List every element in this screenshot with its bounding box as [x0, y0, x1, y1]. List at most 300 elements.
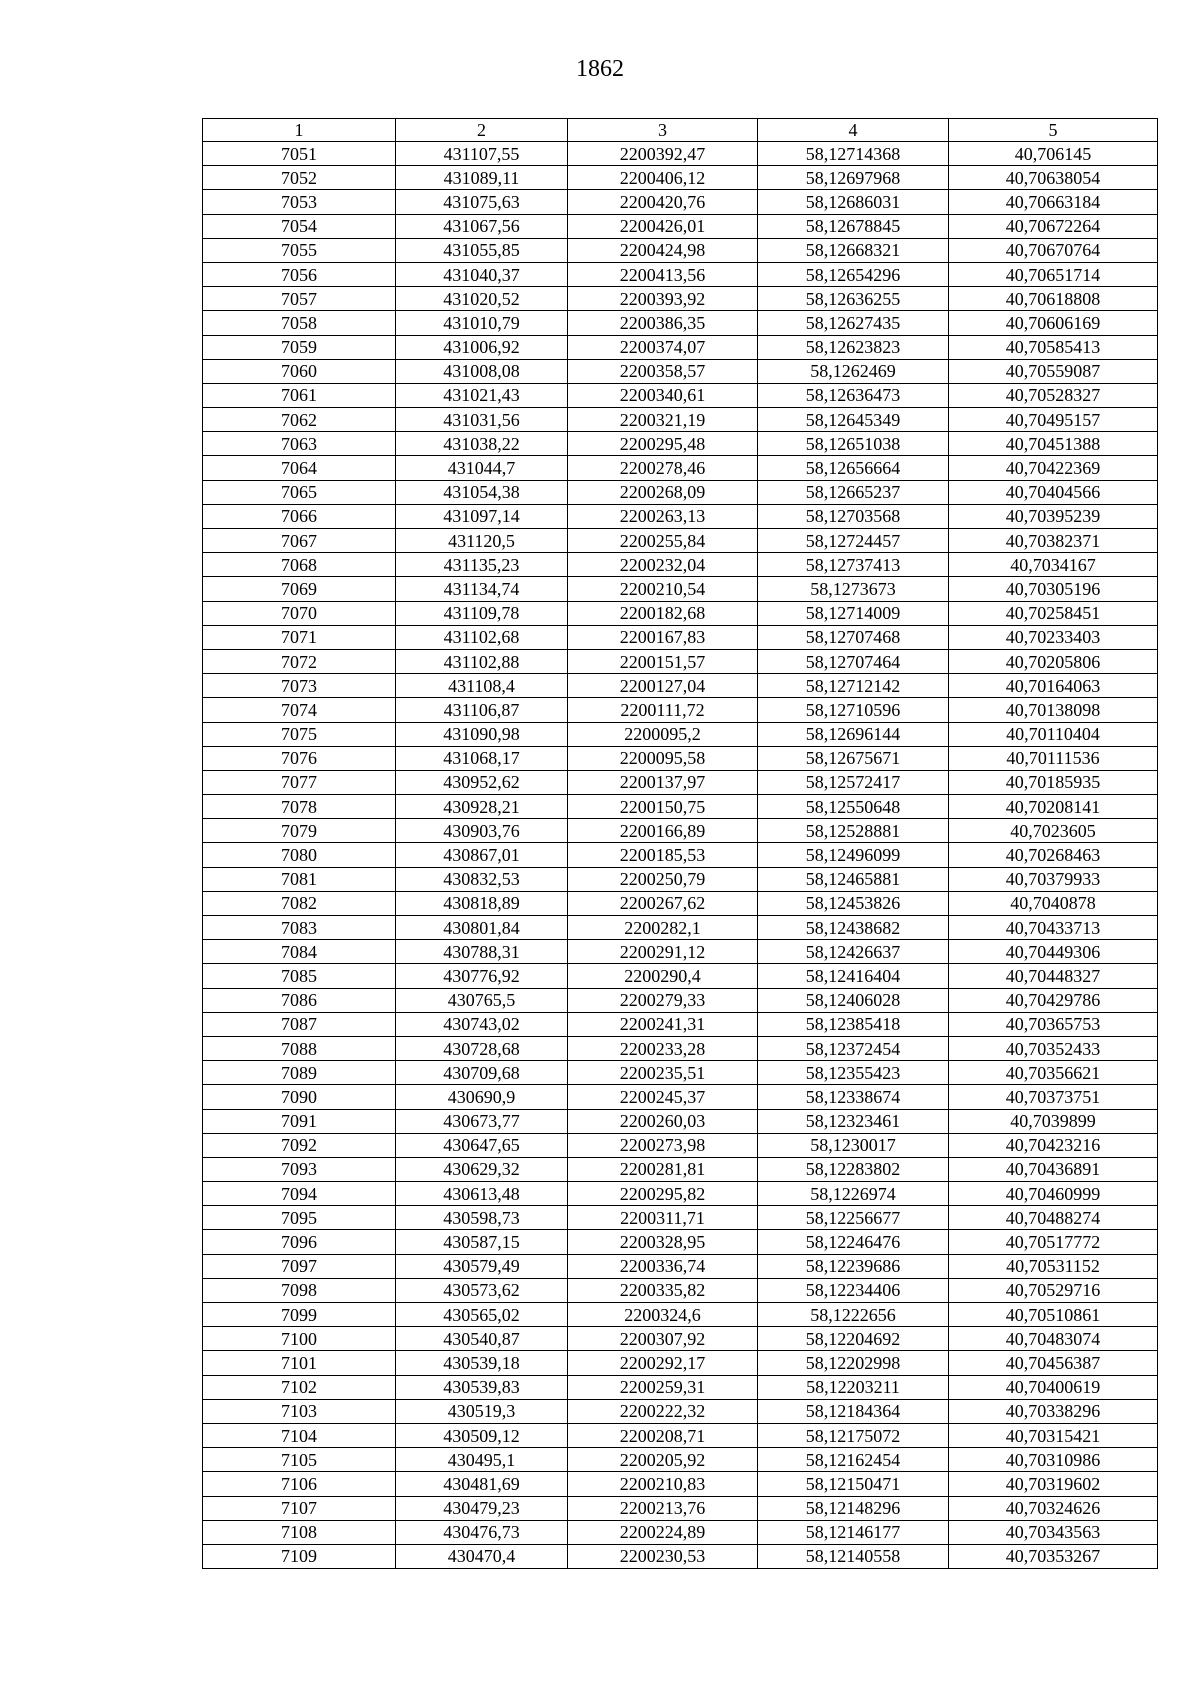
header-row [203, 119, 1158, 142]
table-cell-col-2: 431031,56 [396, 408, 568, 432]
table-cell-col-5: 40,70651714 [949, 262, 1158, 286]
table-cell-col-3: 2200230,53 [568, 1544, 758, 1568]
table-cell-col-1: 7104 [203, 1423, 396, 1447]
table-cell-col-1: 7084 [203, 940, 396, 964]
table-cell-col-2: 430481,69 [396, 1472, 568, 1496]
table-row [203, 698, 1158, 722]
table-cell-col-5: 40,7040878 [949, 891, 1158, 915]
table-cell-col-1: 7068 [203, 553, 396, 577]
table-cell-col-2: 430470,4 [396, 1544, 568, 1568]
table-cell-col-5: 40,70208141 [949, 795, 1158, 819]
table-cell-col-1: 7089 [203, 1061, 396, 1085]
table-cell-col-3: 2200424,98 [568, 238, 758, 262]
table-row [203, 1423, 1158, 1447]
table-cell-col-3: 2200255,84 [568, 529, 758, 553]
table-cell-col-1: 7086 [203, 988, 396, 1012]
table-cell-col-3: 2200340,61 [568, 383, 758, 407]
table-cell-col-5: 40,70258451 [949, 601, 1158, 625]
table-cell-col-4: 58,12710596 [758, 698, 949, 722]
table-cell-col-3: 2200224,89 [568, 1520, 758, 1544]
table-cell-col-3: 2200374,07 [568, 335, 758, 359]
table-cell-col-1: 7064 [203, 456, 396, 480]
table-cell-col-5: 40,70343563 [949, 1520, 1158, 1544]
table-row [203, 1472, 1158, 1496]
table-cell-col-3: 2200278,46 [568, 456, 758, 480]
table-cell-col-4: 58,12453826 [758, 891, 949, 915]
table-cell-col-1: 7107 [203, 1496, 396, 1520]
table-cell-col-4: 58,12256677 [758, 1206, 949, 1230]
table-row [203, 1061, 1158, 1085]
table-cell-col-1: 7096 [203, 1230, 396, 1254]
table-cell-col-5: 40,70205806 [949, 649, 1158, 673]
table-cell-col-4: 58,12656664 [758, 456, 949, 480]
table-cell-col-2: 430647,65 [396, 1133, 568, 1157]
table-row [203, 1182, 1158, 1206]
table-cell-col-3: 2200292,17 [568, 1351, 758, 1375]
table-row [203, 601, 1158, 625]
table-cell-col-2: 430495,1 [396, 1448, 568, 1472]
table-row [203, 383, 1158, 407]
table-cell-col-1: 7071 [203, 625, 396, 649]
table-cell-col-5: 40,70111536 [949, 746, 1158, 770]
table-cell-col-3: 2200232,04 [568, 553, 758, 577]
table-cell-col-3: 2200324,6 [568, 1303, 758, 1327]
table-cell-col-3: 2200295,48 [568, 432, 758, 456]
table-row [203, 142, 1158, 166]
table-row [203, 1327, 1158, 1351]
table-cell-col-5: 40,70559087 [949, 359, 1158, 383]
table-cell-col-1: 7072 [203, 649, 396, 673]
table-cell-col-3: 2200281,81 [568, 1157, 758, 1181]
table-cell-col-2: 430598,73 [396, 1206, 568, 1230]
table-cell-col-4: 58,12550648 [758, 795, 949, 819]
table-cell-col-3: 2200205,92 [568, 1448, 758, 1472]
table-cell-col-2: 430587,15 [396, 1230, 568, 1254]
table-cell-col-4: 58,12426637 [758, 940, 949, 964]
table-row [203, 1230, 1158, 1254]
table-cell-col-3: 2200426,01 [568, 214, 758, 238]
table-cell-col-3: 2200307,92 [568, 1327, 758, 1351]
table-row [203, 504, 1158, 528]
table-cell-col-1: 7063 [203, 432, 396, 456]
table-cell-col-4: 58,12572417 [758, 770, 949, 794]
table-cell-col-4: 58,12707468 [758, 625, 949, 649]
table-row [203, 529, 1158, 553]
table-row [203, 311, 1158, 335]
table-cell-col-2: 430579,49 [396, 1254, 568, 1278]
table-row [203, 819, 1158, 843]
table-cell-col-1: 7092 [203, 1133, 396, 1157]
table-cell-col-3: 2200167,83 [568, 625, 758, 649]
table-row [203, 166, 1158, 190]
table-cell-col-2: 431134,74 [396, 577, 568, 601]
table-cell-col-1: 7091 [203, 1109, 396, 1133]
table-cell-col-2: 430539,83 [396, 1375, 568, 1399]
table-row [203, 722, 1158, 746]
table-cell-col-3: 2200311,71 [568, 1206, 758, 1230]
table-cell-col-2: 431120,5 [396, 529, 568, 553]
table-cell-col-5: 40,70517772 [949, 1230, 1158, 1254]
table-cell-col-1: 7090 [203, 1085, 396, 1109]
table-cell-col-2: 430788,31 [396, 940, 568, 964]
table-cell-col-3: 2200185,53 [568, 843, 758, 867]
table-cell-col-5: 40,70324626 [949, 1496, 1158, 1520]
table-row [203, 1448, 1158, 1472]
table-cell-col-2: 431008,08 [396, 359, 568, 383]
table-cell-col-4: 58,12678845 [758, 214, 949, 238]
table-cell-col-4: 58,12372454 [758, 1036, 949, 1060]
table-cell-col-5: 40,70460999 [949, 1182, 1158, 1206]
table-cell-col-4: 58,1262469 [758, 359, 949, 383]
table-row [203, 625, 1158, 649]
table-cell-col-4: 58,12714368 [758, 142, 949, 166]
table-cell-col-5: 40,70395239 [949, 504, 1158, 528]
table-cell-col-4: 58,12204692 [758, 1327, 949, 1351]
table-cell-col-3: 2200233,28 [568, 1036, 758, 1060]
table-cell-col-5: 40,70422369 [949, 456, 1158, 480]
table-cell-col-3: 2200336,74 [568, 1254, 758, 1278]
table-cell-col-5: 40,70488274 [949, 1206, 1158, 1230]
table-cell-col-2: 431010,79 [396, 311, 568, 335]
table-row [203, 1375, 1158, 1399]
table-cell-col-3: 2200393,92 [568, 287, 758, 311]
table-cell-col-2: 431106,87 [396, 698, 568, 722]
table-cell-col-2: 431135,23 [396, 553, 568, 577]
table-cell-col-4: 58,12686031 [758, 190, 949, 214]
table-cell-col-1: 7108 [203, 1520, 396, 1544]
table-cell-col-2: 430867,01 [396, 843, 568, 867]
table-cell-col-4: 58,12696144 [758, 722, 949, 746]
table-cell-col-4: 58,12675671 [758, 746, 949, 770]
table-cell-col-3: 2200151,57 [568, 649, 758, 673]
table-cell-col-1: 7103 [203, 1399, 396, 1423]
table-cell-col-3: 2200095,58 [568, 746, 758, 770]
table-cell-col-4: 58,12148296 [758, 1496, 949, 1520]
table-cell-col-1: 7052 [203, 166, 396, 190]
table-cell-col-5: 40,70319602 [949, 1472, 1158, 1496]
table-cell-col-2: 431075,63 [396, 190, 568, 214]
table-cell-col-3: 2200295,82 [568, 1182, 758, 1206]
table-cell-col-1: 7062 [203, 408, 396, 432]
table-cell-col-5: 40,7023605 [949, 819, 1158, 843]
table-cell-col-3: 2200127,04 [568, 674, 758, 698]
table-cell-col-4: 58,12668321 [758, 238, 949, 262]
table-row [203, 1133, 1158, 1157]
table-cell-col-4: 58,1226974 [758, 1182, 949, 1206]
table-row [203, 649, 1158, 673]
table-cell-col-4: 58,12234406 [758, 1278, 949, 1302]
table-cell-col-2: 430565,02 [396, 1303, 568, 1327]
table-cell-col-5: 40,70510861 [949, 1303, 1158, 1327]
table-cell-col-2: 431090,98 [396, 722, 568, 746]
table-cell-col-5: 40,70379933 [949, 867, 1158, 891]
table-cell-col-1: 7065 [203, 480, 396, 504]
table-cell-col-5: 40,70451388 [949, 432, 1158, 456]
table-cell-col-4: 58,12697968 [758, 166, 949, 190]
table-cell-col-4: 58,1273673 [758, 577, 949, 601]
table-cell-col-1: 7066 [203, 504, 396, 528]
table-cell-col-5: 40,70529716 [949, 1278, 1158, 1302]
table-cell-col-4: 58,12323461 [758, 1109, 949, 1133]
table-cell-col-2: 430613,48 [396, 1182, 568, 1206]
table-cell-col-3: 2200150,75 [568, 795, 758, 819]
table-cell-col-3: 2200111,72 [568, 698, 758, 722]
table-cell-col-4: 58,12385418 [758, 1012, 949, 1036]
table-cell-col-5: 40,70352433 [949, 1036, 1158, 1060]
table-cell-col-2: 430776,92 [396, 964, 568, 988]
table-cell-col-3: 2200406,12 [568, 166, 758, 190]
table-cell-col-5: 40,70456387 [949, 1351, 1158, 1375]
table-row [203, 1085, 1158, 1109]
table-row [203, 214, 1158, 238]
table-cell-col-5: 40,7039899 [949, 1109, 1158, 1133]
table-cell-col-4: 58,1230017 [758, 1133, 949, 1157]
table-cell-col-1: 7109 [203, 1544, 396, 1568]
table-cell-col-1: 7078 [203, 795, 396, 819]
table-cell-col-1: 7074 [203, 698, 396, 722]
table-cell-col-4: 58,1222656 [758, 1303, 949, 1327]
table-cell-col-2: 430765,5 [396, 988, 568, 1012]
table-row [203, 359, 1158, 383]
table-cell-col-1: 7056 [203, 262, 396, 286]
table-cell-col-3: 2200210,54 [568, 577, 758, 601]
table-cell-col-4: 58,12654296 [758, 262, 949, 286]
table-cell-col-3: 2200095,2 [568, 722, 758, 746]
table-cell-col-5: 40,70448327 [949, 964, 1158, 988]
table-cell-col-1: 7102 [203, 1375, 396, 1399]
table-cell-col-4: 58,12636473 [758, 383, 949, 407]
table-cell-col-3: 2200245,37 [568, 1085, 758, 1109]
table-cell-col-2: 430509,12 [396, 1423, 568, 1447]
table-cell-col-3: 2200250,79 [568, 867, 758, 891]
table-cell-col-1: 7079 [203, 819, 396, 843]
table-cell-col-4: 58,12645349 [758, 408, 949, 432]
table-cell-col-5: 40,70356621 [949, 1061, 1158, 1085]
table-cell-col-1: 7098 [203, 1278, 396, 1302]
table-cell-col-2: 431040,37 [396, 262, 568, 286]
table-cell-col-5: 40,70433713 [949, 916, 1158, 940]
table-row [203, 480, 1158, 504]
table-cell-col-1: 7106 [203, 1472, 396, 1496]
table-cell-col-4: 58,12146177 [758, 1520, 949, 1544]
table-row [203, 916, 1158, 940]
table-cell-col-3: 2200392,47 [568, 142, 758, 166]
table-cell-col-4: 58,12406028 [758, 988, 949, 1012]
table-cell-col-2: 430479,23 [396, 1496, 568, 1520]
table-cell-col-4: 58,12623823 [758, 335, 949, 359]
table-cell-col-1: 7075 [203, 722, 396, 746]
table-cell-col-2: 431107,55 [396, 142, 568, 166]
table-row [203, 867, 1158, 891]
table-cell-col-4: 58,12184364 [758, 1399, 949, 1423]
table-cell-col-1: 7080 [203, 843, 396, 867]
table-row [203, 1012, 1158, 1036]
table-cell-col-5: 40,70423216 [949, 1133, 1158, 1157]
table-row [203, 795, 1158, 819]
table-cell-col-2: 431089,11 [396, 166, 568, 190]
table-cell-col-3: 2200358,57 [568, 359, 758, 383]
table-cell-col-2: 431067,56 [396, 214, 568, 238]
column-header-4: 4 [758, 119, 949, 142]
coordinates-table [202, 118, 1158, 1569]
table-cell-col-1: 7077 [203, 770, 396, 794]
table-cell-col-5: 40,706145 [949, 142, 1158, 166]
table-cell-col-4: 58,12355423 [758, 1061, 949, 1085]
table-row [203, 577, 1158, 601]
table-cell-col-5: 40,70315421 [949, 1423, 1158, 1447]
column-header-2: 2 [396, 119, 568, 142]
table-cell-col-4: 58,12714009 [758, 601, 949, 625]
table-cell-col-1: 7076 [203, 746, 396, 770]
table-row [203, 408, 1158, 432]
table-cell-col-1: 7058 [203, 311, 396, 335]
table-cell-col-2: 431068,17 [396, 746, 568, 770]
table-cell-col-1: 7057 [203, 287, 396, 311]
table-cell-col-4: 58,12338674 [758, 1085, 949, 1109]
table-cell-col-2: 430690,9 [396, 1085, 568, 1109]
table-cell-col-4: 58,12707464 [758, 649, 949, 673]
table-cell-col-2: 430629,32 [396, 1157, 568, 1181]
table-cell-col-1: 7081 [203, 867, 396, 891]
table-cell-col-4: 58,12283802 [758, 1157, 949, 1181]
table-cell-col-1: 7088 [203, 1036, 396, 1060]
table-cell-col-4: 58,12627435 [758, 311, 949, 335]
table-cell-col-2: 430743,02 [396, 1012, 568, 1036]
table-cell-col-2: 431097,14 [396, 504, 568, 528]
table-cell-col-2: 431006,92 [396, 335, 568, 359]
table-cell-col-2: 431055,85 [396, 238, 568, 262]
table-row [203, 335, 1158, 359]
table-cell-col-2: 430476,73 [396, 1520, 568, 1544]
table-row [203, 1254, 1158, 1278]
table-cell-col-5: 40,70353267 [949, 1544, 1158, 1568]
table-cell-col-5: 40,70670764 [949, 238, 1158, 262]
table-cell-col-1: 7067 [203, 529, 396, 553]
table-cell-col-5: 40,70373751 [949, 1085, 1158, 1109]
table-cell-col-4: 58,12528881 [758, 819, 949, 843]
table-cell-col-5: 40,70404566 [949, 480, 1158, 504]
table-cell-col-5: 40,70672264 [949, 214, 1158, 238]
table-cell-col-2: 430928,21 [396, 795, 568, 819]
table-cell-col-3: 2200235,51 [568, 1061, 758, 1085]
table-cell-col-4: 58,12246476 [758, 1230, 949, 1254]
table-cell-col-1: 7060 [203, 359, 396, 383]
table-cell-col-5: 40,70110404 [949, 722, 1158, 746]
table-cell-col-4: 58,12175072 [758, 1423, 949, 1447]
table-cell-col-3: 2200260,03 [568, 1109, 758, 1133]
table-cell-col-3: 2200222,32 [568, 1399, 758, 1423]
table-cell-col-1: 7051 [203, 142, 396, 166]
table-cell-col-1: 7093 [203, 1157, 396, 1181]
table-cell-col-4: 58,12416404 [758, 964, 949, 988]
table-cell-col-5: 40,70310986 [949, 1448, 1158, 1472]
table-cell-col-3: 2200328,95 [568, 1230, 758, 1254]
table-cell-col-1: 7101 [203, 1351, 396, 1375]
table-cell-col-3: 2200273,98 [568, 1133, 758, 1157]
table-cell-col-3: 2200137,97 [568, 770, 758, 794]
table-cell-col-3: 2200268,09 [568, 480, 758, 504]
table-row [203, 432, 1158, 456]
table-row [203, 1303, 1158, 1327]
table-cell-col-1: 7087 [203, 1012, 396, 1036]
table-cell-col-2: 430709,68 [396, 1061, 568, 1085]
table-cell-col-5: 40,70429786 [949, 988, 1158, 1012]
table-cell-col-2: 430903,76 [396, 819, 568, 843]
table-cell-col-3: 2200335,82 [568, 1278, 758, 1302]
table-cell-col-5: 40,70338296 [949, 1399, 1158, 1423]
table-cell-col-2: 430952,62 [396, 770, 568, 794]
table-cell-col-3: 2200291,12 [568, 940, 758, 964]
table-row [203, 770, 1158, 794]
table-cell-col-5: 40,70400619 [949, 1375, 1158, 1399]
table-row [203, 843, 1158, 867]
table-cell-col-1: 7073 [203, 674, 396, 698]
table-cell-col-3: 2200208,71 [568, 1423, 758, 1447]
table-cell-col-5: 40,70305196 [949, 577, 1158, 601]
table-cell-col-3: 2200290,4 [568, 964, 758, 988]
table-cell-col-3: 2200182,68 [568, 601, 758, 625]
table-row [203, 674, 1158, 698]
table-cell-col-5: 40,70436891 [949, 1157, 1158, 1181]
table-cell-col-4: 58,12202998 [758, 1351, 949, 1375]
table-cell-col-4: 58,12438682 [758, 916, 949, 940]
table-cell-col-1: 7055 [203, 238, 396, 262]
table-row [203, 190, 1158, 214]
table-row [203, 1157, 1158, 1181]
table-cell-col-2: 430818,89 [396, 891, 568, 915]
table-cell-col-4: 58,12712142 [758, 674, 949, 698]
table-cell-col-2: 431109,78 [396, 601, 568, 625]
table-cell-col-1: 7100 [203, 1327, 396, 1351]
table-cell-col-3: 2200166,89 [568, 819, 758, 843]
table-cell-col-1: 7059 [203, 335, 396, 359]
table-row [203, 1496, 1158, 1520]
table-cell-col-2: 431054,38 [396, 480, 568, 504]
table-cell-col-1: 7069 [203, 577, 396, 601]
table-cell-col-5: 40,70185935 [949, 770, 1158, 794]
table-cell-col-4: 58,12651038 [758, 432, 949, 456]
table-row [203, 456, 1158, 480]
table-cell-col-3: 2200413,56 [568, 262, 758, 286]
table-body [203, 142, 1158, 1569]
table-cell-col-1: 7083 [203, 916, 396, 940]
table-cell-col-2: 431102,68 [396, 625, 568, 649]
table-cell-col-3: 2200386,35 [568, 311, 758, 335]
table-cell-col-5: 40,70233403 [949, 625, 1158, 649]
table-row [203, 1520, 1158, 1544]
table-row [203, 988, 1158, 1012]
table-cell-col-5: 40,70585413 [949, 335, 1158, 359]
table-row [203, 1109, 1158, 1133]
table-cell-col-2: 431108,4 [396, 674, 568, 698]
table-cell-col-2: 430728,68 [396, 1036, 568, 1060]
table-cell-col-1: 7082 [203, 891, 396, 915]
table-row [203, 1399, 1158, 1423]
table-cell-col-2: 431044,7 [396, 456, 568, 480]
table-cell-col-3: 2200267,62 [568, 891, 758, 915]
table-cell-col-4: 58,12737413 [758, 553, 949, 577]
table-cell-col-5: 40,70528327 [949, 383, 1158, 407]
table-cell-col-5: 40,70618808 [949, 287, 1158, 311]
table-cell-col-2: 431020,52 [396, 287, 568, 311]
table-cell-col-3: 2200263,13 [568, 504, 758, 528]
table-cell-col-1: 7099 [203, 1303, 396, 1327]
table-cell-col-4: 58,12703568 [758, 504, 949, 528]
table-cell-col-4: 58,12496099 [758, 843, 949, 867]
table-cell-col-1: 7054 [203, 214, 396, 238]
table-cell-col-4: 58,12636255 [758, 287, 949, 311]
table-cell-col-4: 58,12203211 [758, 1375, 949, 1399]
